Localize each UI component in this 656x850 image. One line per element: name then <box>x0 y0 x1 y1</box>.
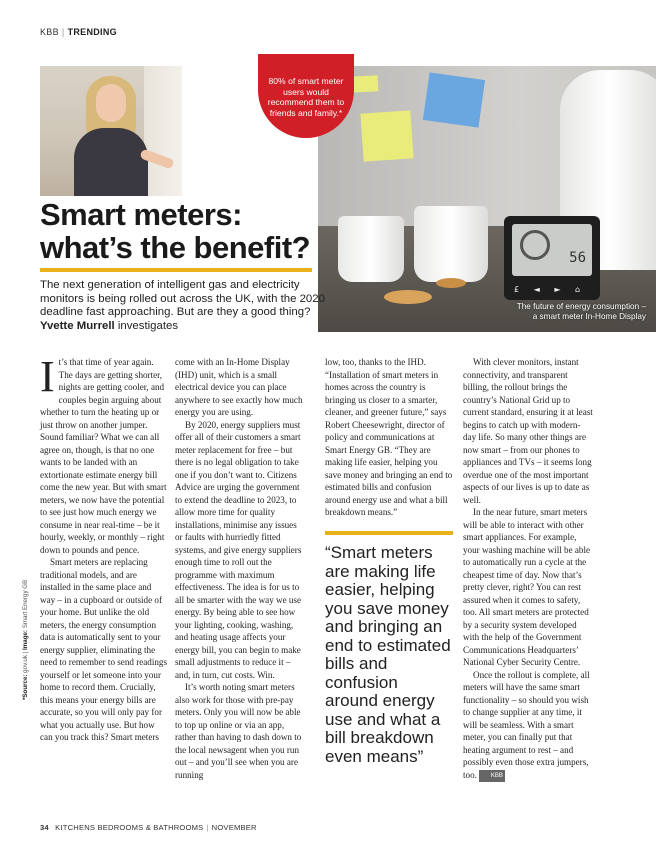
meter-screen <box>512 224 592 276</box>
hero-photo <box>318 66 656 332</box>
caption-line: a smart meter In-Home Display <box>532 312 646 321</box>
paragraph-text: t’s that time of year again. The days are getting shorter, nights are getting cooler, and couples begin arguing about whether to turn the heating up or just throw on another jumper. Sound familiar? What we can all agree on, though, is that no one wants to be landed with an extortionate estimate energy bill come the new year. But with smart meters, we now have the potential to see just how much energy we consume in near real-time – be it hourly, weekly, or monthly – right down to pounds and pence. <box>40 357 167 555</box>
page-number: 34 <box>40 823 49 832</box>
body-paragraph: In the near future, smart meters will be able to interact with other smart appliances. For example, your washing machine will be able to automatically run a cycle at the cheapest time of day. Now that’s pretty clever, right? You can rest assured when it comes to safety, too. All smart meters are protected by a security system developed with the help of the Government Communications Headquarters’ National Cyber Security Centre. <box>463 507 591 667</box>
headline <box>40 198 330 264</box>
magazine-name: KITCHENS BEDROOMS & BATHROOMS <box>55 823 204 832</box>
section-name: KBB <box>40 27 59 37</box>
header-separator: | <box>61 27 65 37</box>
meter-keys: £ ◄ ► ⌂ <box>514 285 587 294</box>
body-column-3 <box>325 356 453 519</box>
credit-separator: | <box>22 651 29 654</box>
body-column-4 <box>463 356 593 782</box>
page-footer <box>40 823 257 832</box>
accent-rule <box>40 268 312 272</box>
body-column-2 <box>175 356 303 781</box>
caption-line: The future of energy consumption – <box>516 302 646 311</box>
category-name: TRENDING <box>67 27 117 37</box>
smart-meter-display <box>504 216 600 300</box>
pull-quote: “Smart meters are making life easier, helping you save money and bringing an end to estimated bills and confusion around energy use and what a bill breakdown even means” <box>325 543 451 766</box>
end-mark: KBB <box>479 770 505 783</box>
source-value: gov.uk <box>22 655 29 673</box>
source-label: *Source: <box>22 674 29 700</box>
footer-separator: | <box>206 823 209 832</box>
author-name: Yvette Murrell <box>40 319 115 332</box>
sticky-note <box>360 110 413 161</box>
meter-reading: 56 <box>569 250 586 266</box>
body-column-1 <box>40 352 168 744</box>
body-paragraph <box>40 352 167 556</box>
body-paragraph: Smart meters are replacing traditional models, and are installed in the same place and way – in a cupboard or outside of your home. But unlike the old meters, the energy consumption data is automatically sent to your energy supplier, eliminating the need to remember to send readings yourself or let someone into your home to record them. Crucially, this means your energy bills are accurate, so you will only pay for what you actually use. But how can you track this? Smart meters <box>40 557 168 742</box>
biscuit <box>436 278 466 288</box>
headline-line: what’s the benefit? <box>40 230 311 265</box>
body-paragraph: low, too, thanks to the IHD. “Installation of smart meters in homes across the country is bringing us closer to a smarter, cleaner, and greener future,” says Robert Cheesewright, director of policy and communications at Smart Energy GB. “They are making life easier, helping you save money and bringing an end to estimated bills and confusion around energy use and what a bill breakdown means.” <box>325 357 453 517</box>
image-label: Image: <box>22 630 29 650</box>
standfirst <box>40 279 340 333</box>
headline-line: Smart meters: <box>40 197 242 232</box>
issue-month: NOVEMBER <box>211 823 257 832</box>
body-paragraph: By 2020, energy suppliers must offer all of their customers a smart meter replacement for free – but there is no legal obligation to take one if you don’t want to. Citizens Advice are urging the government to extend the deadline to 2023, to allow more time for quality installations, minimise any issues or faults with hurriedly fitted systems, and give energy suppliers enough time to roll out the programme with maximum effectiveness. The idea is for us to all be smarter with the way we use energy. By being able to see how your lighting, cooking, washing, and heating usage affects your energy bill, you can begin to make small adjustments to reduce it – and, in turn, cut costs. Win. <box>175 419 302 680</box>
mug <box>338 216 404 282</box>
drop-cap: I <box>40 352 55 401</box>
standfirst-text: The next generation of intelligent gas and electricity monitors is being rolled out across the UK, with the 2020 deadline fast approaching. But are they a good thing? <box>40 279 325 319</box>
mug <box>414 206 488 282</box>
source-credit <box>22 580 29 700</box>
image-value: Smart Energy GB <box>22 579 29 629</box>
body-paragraph <box>463 669 593 783</box>
stat-badge: 80% of smart meter users would recommend them to friends and family.* <box>258 54 354 138</box>
paragraph-text: Once the rollout is complete, all meters will have the same smart functionality – so should you wish to change supplier at any time, it will be seamless. With a smart meter, you can finally put that heating argument to rest – and possibly even those extra jumpers, too. <box>463 669 590 780</box>
standfirst-suffix: investigates <box>117 319 179 332</box>
biscuit <box>384 290 432 304</box>
sticky-note <box>423 72 485 127</box>
section-header <box>40 27 117 37</box>
photo-face <box>96 84 126 122</box>
body-paragraph: come with an In-Home Display (IHD) unit, which is a small electrical device you can place anywhere to see exactly how much energy you are using. <box>175 357 303 417</box>
photo-caption <box>517 302 646 322</box>
author-photo <box>40 66 182 196</box>
body-paragraph: It’s worth noting smart meters also work for those with pre-pay meters. Only you will now be able to top up online or via an app, rather than having to dash down to the local newsagent when you run out – and you’ll see when you are running <box>175 682 302 780</box>
pullquote-rule <box>325 531 453 535</box>
body-paragraph: With clever monitors, instant connectivity, and transparent billing, the rollout brings the country’s National Grid up to current standard, ensuring it at least begins to catch up with modern-day life. So many other things are now smart – from our phones to appliances and TVs – it seems long overdue one of the most important aspects of our lives is up to date as well. <box>463 357 593 505</box>
gauge-icon <box>520 230 550 260</box>
photo-window <box>144 66 182 196</box>
photo-dress <box>74 128 148 196</box>
